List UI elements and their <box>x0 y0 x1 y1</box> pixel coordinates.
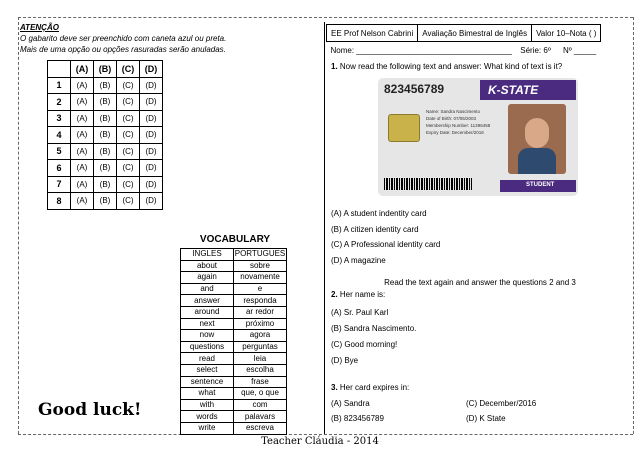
vocabulary-table <box>180 248 287 435</box>
answer-row <box>48 143 163 160</box>
answer-cell[interactable]: (C) <box>117 160 140 177</box>
vocab-portuguese: responda <box>234 295 287 307</box>
vocab-row <box>181 341 287 353</box>
answer-row <box>48 77 163 94</box>
card-details <box>426 108 490 136</box>
answer-cell[interactable]: (D) <box>140 160 163 177</box>
answer-cell[interactable]: (A) <box>71 160 94 177</box>
answer-cell[interactable]: (D) <box>140 193 163 210</box>
question-text: Now read the following text and answer: What kind of text is it? <box>339 62 563 71</box>
answer-header: (A) <box>71 61 94 78</box>
barcode <box>384 178 472 190</box>
answer-cell[interactable]: (A) <box>71 110 94 127</box>
question-2-options <box>331 305 416 369</box>
question-text: Her card expires in: <box>339 383 410 392</box>
answer-cell[interactable]: (C) <box>117 94 140 111</box>
option[interactable]: (C) Good morning! <box>331 340 398 349</box>
vocab-portuguese: ar redor <box>234 306 287 318</box>
answer-header: (B) <box>94 61 117 78</box>
vocab-english: about <box>181 260 234 272</box>
vocab-english: words <box>181 411 234 423</box>
vocab-english: sentence <box>181 376 234 388</box>
number-field[interactable]: Nº _____ <box>562 45 597 55</box>
name-field[interactable]: Nome: ___________________________________ <box>330 45 513 55</box>
option[interactable]: (A) A student indentity card <box>331 209 427 218</box>
answer-cell[interactable]: (B) <box>94 193 117 210</box>
answer-row <box>48 160 163 177</box>
answer-header: (C) <box>117 61 140 78</box>
instruction: Read the text again and answer the questions 2 and 3 <box>384 278 576 287</box>
vocab-portuguese: agora <box>234 330 287 342</box>
answer-cell[interactable]: (D) <box>140 176 163 193</box>
series-label: Série: 6º <box>520 45 551 55</box>
good-luck-text: Good luck! <box>38 400 142 420</box>
card-chip-icon <box>388 114 420 142</box>
grade-value: Valor 10–Nota ( ) <box>532 25 601 42</box>
vocab-portuguese: leia <box>234 353 287 365</box>
vocab-portuguese: perguntas <box>234 341 287 353</box>
vocab-english: with <box>181 399 234 411</box>
vocab-row <box>181 353 287 365</box>
answer-header: (D) <box>140 61 163 78</box>
card-brand: K-STATE <box>488 83 539 97</box>
answer-row <box>48 176 163 193</box>
option[interactable]: (D) Bye <box>331 356 359 365</box>
answer-cell[interactable]: (C) <box>117 143 140 160</box>
vocab-english: answer <box>181 295 234 307</box>
answer-cell[interactable]: (D) <box>140 94 163 111</box>
vocab-row <box>181 388 287 400</box>
vocab-english: read <box>181 353 234 365</box>
answer-cell[interactable]: (B) <box>94 143 117 160</box>
vocab-english: and <box>181 283 234 295</box>
option[interactable]: (D) K State <box>466 414 506 423</box>
question-number: 3. <box>331 383 338 392</box>
vocab-portuguese: com <box>234 399 287 411</box>
question-text: Her name is: <box>339 290 386 299</box>
left-border <box>18 17 19 434</box>
question-number: 1. <box>331 62 338 71</box>
vocab-portuguese: palavars <box>234 411 287 423</box>
question-number: 2. <box>331 290 338 299</box>
option[interactable]: (B) 823456789 <box>331 414 384 423</box>
answer-cell[interactable]: (C) <box>117 110 140 127</box>
vocab-english: questions <box>181 341 234 353</box>
vocab-english: select <box>181 364 234 376</box>
question-1-options <box>331 206 440 268</box>
row-number: 3 <box>48 110 71 127</box>
answer-cell[interactable]: (D) <box>140 127 163 144</box>
row-number: 2 <box>48 94 71 111</box>
answer-cell[interactable]: (D) <box>140 143 163 160</box>
question-3 <box>331 383 409 392</box>
warning-block <box>20 22 226 55</box>
answer-row <box>48 127 163 144</box>
row-number: 4 <box>48 127 71 144</box>
school-name: EE Prof Nelson Cabrini <box>327 25 418 42</box>
answer-cell[interactable]: (A) <box>71 127 94 144</box>
warning-title: ATENÇÃO <box>20 23 59 32</box>
card-membership: Membership Number: 11396458 <box>426 123 491 128</box>
option[interactable]: (B) Sandra Nascimento. <box>331 324 417 333</box>
vocabulary-title: VOCABULARY <box>199 234 271 245</box>
answer-cell[interactable]: (B) <box>94 127 117 144</box>
card-name: Name: Sandra Nascimento <box>426 109 481 114</box>
student-band <box>500 180 576 192</box>
vocab-portuguese: escreva <box>234 422 287 434</box>
vocab-english: now <box>181 330 234 342</box>
card-dob: Date of Birth: 07/05/2003 <box>426 116 477 121</box>
vocab-row <box>181 295 287 307</box>
vocab-portuguese: sobre <box>234 260 287 272</box>
right-border <box>633 17 634 434</box>
bottom-border <box>18 434 633 435</box>
answer-row <box>48 110 163 127</box>
vocab-row <box>181 283 287 295</box>
answer-cell[interactable]: (A) <box>71 77 94 94</box>
vocab-row <box>181 422 287 434</box>
vocab-english: again <box>181 272 234 284</box>
vocab-portuguese: próximo <box>234 318 287 330</box>
vocab-portuguese: que, o que <box>234 388 287 400</box>
row-number: 5 <box>48 143 71 160</box>
teacher-signature: Teacher Cláudia - 2014 <box>261 436 379 447</box>
warning-line-2: Mais de uma opção ou opções rasuradas serão anuladas. <box>20 45 226 54</box>
answer-cell[interactable]: (D) <box>140 77 163 94</box>
answer-row <box>48 193 163 210</box>
vocab-row <box>181 318 287 330</box>
warning-line-1: O gabarito deve ser preenchido com caneta azul ou preta. <box>20 34 227 43</box>
card-expiry: Expiry Date: December/2016 <box>426 130 484 135</box>
vocab-english: next <box>181 318 234 330</box>
vocab-row <box>181 260 287 272</box>
row-number: 6 <box>48 160 71 177</box>
card-number: 823456789 <box>384 82 445 96</box>
answer-sheet <box>47 60 163 210</box>
answer-cell[interactable]: (C) <box>117 176 140 193</box>
vocab-english: write <box>181 422 234 434</box>
answer-cell[interactable]: (C) <box>117 193 140 210</box>
vocab-portuguese: e <box>234 283 287 295</box>
answer-cell[interactable]: (B) <box>94 94 117 111</box>
vocab-portuguese: novamente <box>234 272 287 284</box>
row-number: 7 <box>48 176 71 193</box>
vocab-row <box>181 399 287 411</box>
vocab-row <box>181 364 287 376</box>
vocab-row <box>181 272 287 284</box>
question-2 <box>331 290 385 299</box>
vocab-english: what <box>181 388 234 400</box>
student-id-card <box>378 78 578 196</box>
vocab-row <box>181 330 287 342</box>
vocab-header-english: INGLES <box>181 249 234 261</box>
exam-title: Avaliação Bimestral de Inglês <box>418 25 532 42</box>
answer-cell[interactable]: (B) <box>94 160 117 177</box>
card-brand-bar <box>480 80 576 100</box>
card-label: STUDENT <box>526 182 555 188</box>
option[interactable]: (C) December/2016 <box>466 399 537 408</box>
answer-cell[interactable]: (A) <box>71 94 94 111</box>
answer-cell[interactable]: (C) <box>117 127 140 144</box>
option[interactable]: (A) Sandra <box>331 399 370 408</box>
answer-cell[interactable]: (B) <box>94 110 117 127</box>
vocab-header-portuguese: PORTUGUES <box>234 249 286 259</box>
vocab-portuguese: escolha <box>234 364 287 376</box>
answer-cell[interactable]: (A) <box>71 176 94 193</box>
option[interactable]: (B) A citizen identity card <box>331 224 419 234</box>
answer-cell[interactable]: (A) <box>71 193 94 210</box>
vocab-row <box>181 376 287 388</box>
option[interactable]: (D) A magazine <box>331 255 386 265</box>
top-border <box>18 17 633 18</box>
vocab-portuguese: frase <box>234 376 287 388</box>
answer-cell[interactable]: (C) <box>117 77 140 94</box>
answer-cell[interactable]: (D) <box>140 110 163 127</box>
vocab-row <box>181 411 287 423</box>
row-number: 1 <box>48 77 71 94</box>
vocab-english: around <box>181 306 234 318</box>
exam-header <box>326 24 601 58</box>
option[interactable]: (C) A Professional identity card <box>331 240 441 249</box>
question-1 <box>331 62 562 71</box>
card-photo <box>508 104 566 174</box>
answer-row <box>48 94 163 111</box>
row-number: 8 <box>48 193 71 210</box>
answer-cell[interactable]: (B) <box>94 77 117 94</box>
column-divider <box>324 22 326 434</box>
answer-cell[interactable]: (A) <box>71 143 94 160</box>
option[interactable]: (A) Sr. Paul Karl <box>331 308 389 317</box>
answer-cell[interactable]: (B) <box>94 176 117 193</box>
vocab-row <box>181 306 287 318</box>
